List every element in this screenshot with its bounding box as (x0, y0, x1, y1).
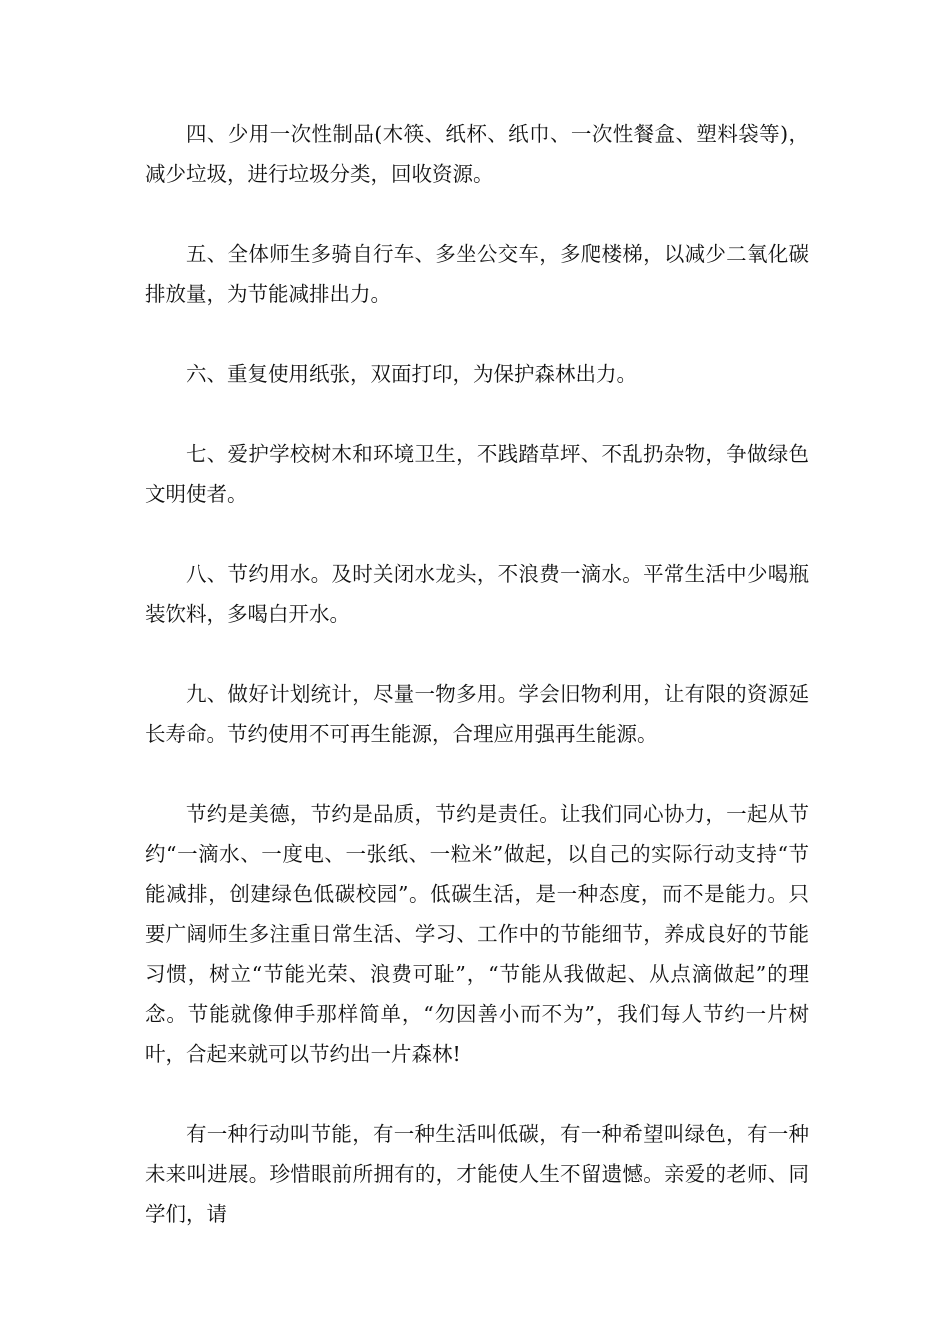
paragraph-item-8: 八、节约用水。及时关闭水龙头，不浪费一滴水。平常生活中少喝瓶装饮料，多喝白开水。 (145, 562, 809, 626)
paragraph-item-5: 五、全体师生多骑自行车、多坐公交车，多爬楼梯，以减少二氧化碳排放量，为节能减排出力。 (145, 242, 809, 306)
paragraph-item-6: 六、重复使用纸张，双面打印，为保护森林出力。 (186, 362, 637, 386)
paragraph-item-4: 四、少用一次性制品(木筷、纸杯、纸巾、一次性餐盒、塑料袋等)，减少垃圾，进行垃圾分类，回收资源。 (145, 122, 809, 186)
paragraph-summary: 节约是美德，节约是品质，节约是责任。让我们同心协力，一起从节约“一滴水、一度电、一张纸、一粒米”做起，以自己的实际行动支持“节能减排，创建绿色低碳校园”。低碳生活，是一种态度，而不是能力。只要广阔师生多注重日常生活、学习、工作中的节能细节，养成良好的节能习惯，树立“节能光荣、浪费可耻”，“节能从我做起、从点滴做起”的理念。节能就像伸手那样简单，“勿因善小而不为”，我们每人节约一片树叶，合起来就可以节约出一片森林! (145, 802, 809, 1066)
paragraph-closing: 有一种行动叫节能，有一种生活叫低碳，有一种希望叫绿色，有一种未来叫进展。珍惜眼前所拥有的，才能使人生不留遗憾。亲爱的老师、同学们，请 (145, 1122, 809, 1226)
paragraph-item-7: 七、爱护学校树木和环境卫生，不践踏草坪、不乱扔杂物，争做绿色文明使者。 (145, 442, 809, 506)
document-body (145, 114, 809, 1274)
paragraph-item-9: 九、做好计划统计，尽量一物多用。学会旧物利用，让有限的资源延长寿命。节约使用不可再生能源，合理应用强再生能源。 (145, 682, 809, 746)
